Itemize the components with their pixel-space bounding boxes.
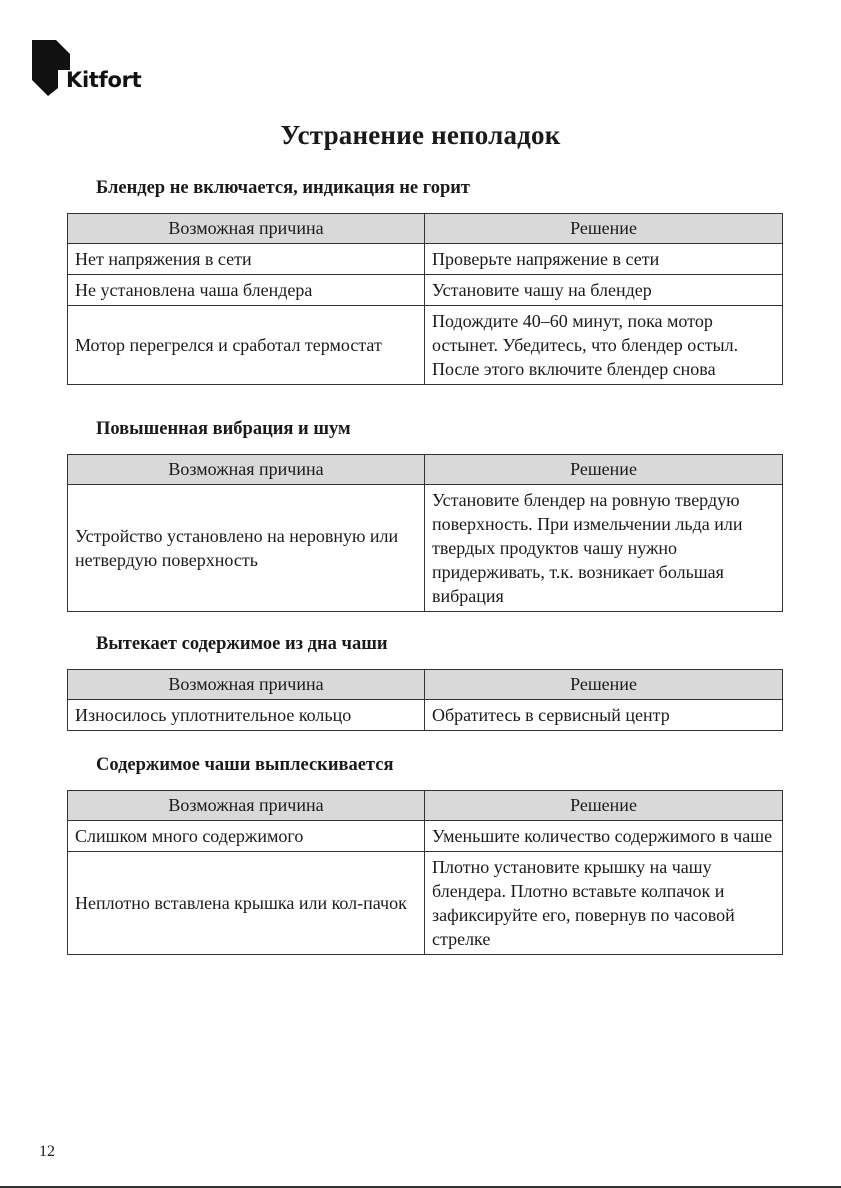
- cause-cell: Устройство установлено на неровную или нетвердую поверхность: [68, 485, 425, 612]
- section-leak-bottom: [67, 633, 782, 731]
- troubleshooting-table: [67, 454, 783, 612]
- column-header-solution: Решение: [425, 455, 783, 485]
- table-row: [68, 485, 783, 612]
- troubleshooting-table: [67, 790, 783, 955]
- cause-cell: Нет напряжения в сети: [68, 244, 425, 275]
- section-splashing: [67, 754, 782, 955]
- cause-cell: Неплотно вставлена крышка или кол-пачок: [68, 852, 425, 955]
- cause-cell: Не установлена чаша блендера: [68, 275, 425, 306]
- table-header-row: [68, 670, 783, 700]
- column-header-cause: Возможная причина: [68, 791, 425, 821]
- section-title: Содержимое чаши выплескивается: [96, 755, 394, 775]
- section-title: Повышенная вибрация и шум: [96, 419, 351, 439]
- table-header-row: [68, 455, 783, 485]
- cause-cell: Мотор перегрелся и сработал термостат: [68, 306, 425, 385]
- page-title: Устранение неполадок: [280, 120, 561, 150]
- table-header-row: [68, 214, 783, 244]
- section-no-power: [67, 177, 782, 385]
- solution-cell: Плотно установите крышку на чашу блендера. Плотно вставьте колпачок и зафиксируйте его, повернув по часовой стрелке: [425, 852, 783, 955]
- solution-cell: Обратитесь в сервисный центр: [425, 700, 783, 731]
- cause-cell: Слишком много содержимого: [68, 821, 425, 852]
- table-row: [68, 244, 783, 275]
- section-vibration-noise: [67, 418, 782, 612]
- table-row: [68, 275, 783, 306]
- solution-cell: Подождите 40–60 минут, пока мотор остынет. Убедитесь, что блендер остыл. После этого включите блендер снова: [425, 306, 783, 385]
- table-header-row: [68, 791, 783, 821]
- table-row: [68, 306, 783, 385]
- solution-cell: Установите чашу на блендер: [425, 275, 783, 306]
- column-header-solution: Решение: [425, 214, 783, 244]
- troubleshooting-table: [67, 213, 783, 385]
- column-header-solution: Решение: [425, 791, 783, 821]
- cause-cell: Износилось уплотнительное кольцо: [68, 700, 425, 731]
- solution-cell: Установите блендер на ровную твердую поверхность. При измельчении льда или твердых продуктов чашу нужно придерживать, т.к. возникает большая вибрация: [425, 485, 783, 612]
- section-title: Блендер не включается, индикация не горит: [96, 178, 470, 198]
- table-row: [68, 852, 783, 955]
- section-title: Вытекает содержимое из дна чаши: [96, 634, 388, 654]
- table-row: [68, 700, 783, 731]
- column-header-cause: Возможная причина: [68, 455, 425, 485]
- solution-cell: Уменьшите количество содержимого в чаше: [425, 821, 783, 852]
- brand-logo: [32, 40, 152, 96]
- solution-cell: Проверьте напряжение в сети: [425, 244, 783, 275]
- page-number: 12: [39, 1143, 55, 1160]
- column-header-cause: Возможная причина: [68, 214, 425, 244]
- brand-name: Kitfort: [66, 68, 142, 92]
- table-row: [68, 821, 783, 852]
- column-header-solution: Решение: [425, 670, 783, 700]
- column-header-cause: Возможная причина: [68, 670, 425, 700]
- troubleshooting-table: [67, 669, 783, 731]
